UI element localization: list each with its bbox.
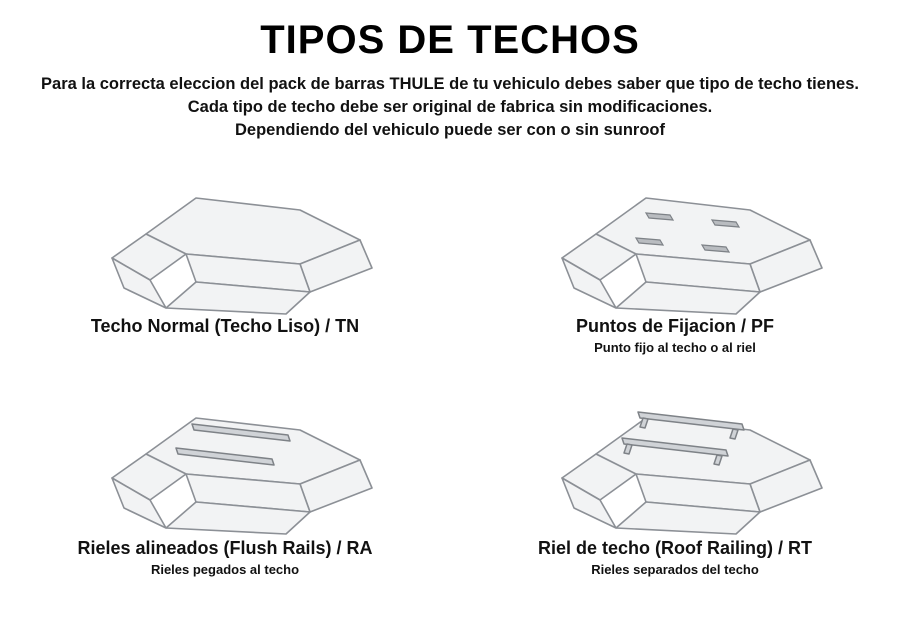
roof-type-caption-ra: Rieles alineados (Flush Rails) / RA bbox=[77, 538, 373, 558]
roof-type-subcaption-pf: Punto fijo al techo o al riel bbox=[594, 340, 756, 355]
roof-type-card-ra bbox=[0, 388, 450, 608]
page-title: TIPOS DE TECHOS bbox=[260, 18, 640, 62]
intro-line-3: Dependiendo del vehiculo puede ser con o sin sunroof bbox=[235, 121, 665, 139]
roof-types-grid bbox=[0, 168, 900, 608]
roof-type-caption-tn: Techo Normal (Techo Liso) / TN bbox=[90, 316, 360, 336]
roof-type-card-pf bbox=[450, 168, 900, 388]
intro-text bbox=[20, 73, 880, 142]
car-roof-raised-railing-illustration bbox=[450, 388, 900, 538]
roof-type-card-rt bbox=[450, 388, 900, 608]
roof-type-subcaption-rt: Rieles separados del techo bbox=[591, 562, 759, 577]
roof-type-card-tn bbox=[0, 168, 450, 388]
intro-line-1: Para la correcta eleccion del pack de barras THULE de tu vehiculo debes saber que tipo de techo tienes. bbox=[41, 75, 859, 93]
roof-type-caption-rt: Riel de techo (Roof Railing) / RT bbox=[538, 538, 812, 558]
car-roof-plain-illustration bbox=[0, 168, 450, 318]
roof-type-subcaption-ra: Rieles pegados al techo bbox=[150, 562, 300, 577]
roof-type-caption-pf: Puntos de Fijacion / PF bbox=[575, 316, 775, 336]
car-roof-flush-rails-illustration bbox=[0, 388, 450, 538]
tipos-de-techos-infographic bbox=[0, 18, 900, 618]
car-roof-fixpoints-illustration bbox=[450, 168, 900, 318]
intro-line-2: Cada tipo de techo debe ser original de fabrica sin modificaciones. bbox=[187, 98, 713, 116]
